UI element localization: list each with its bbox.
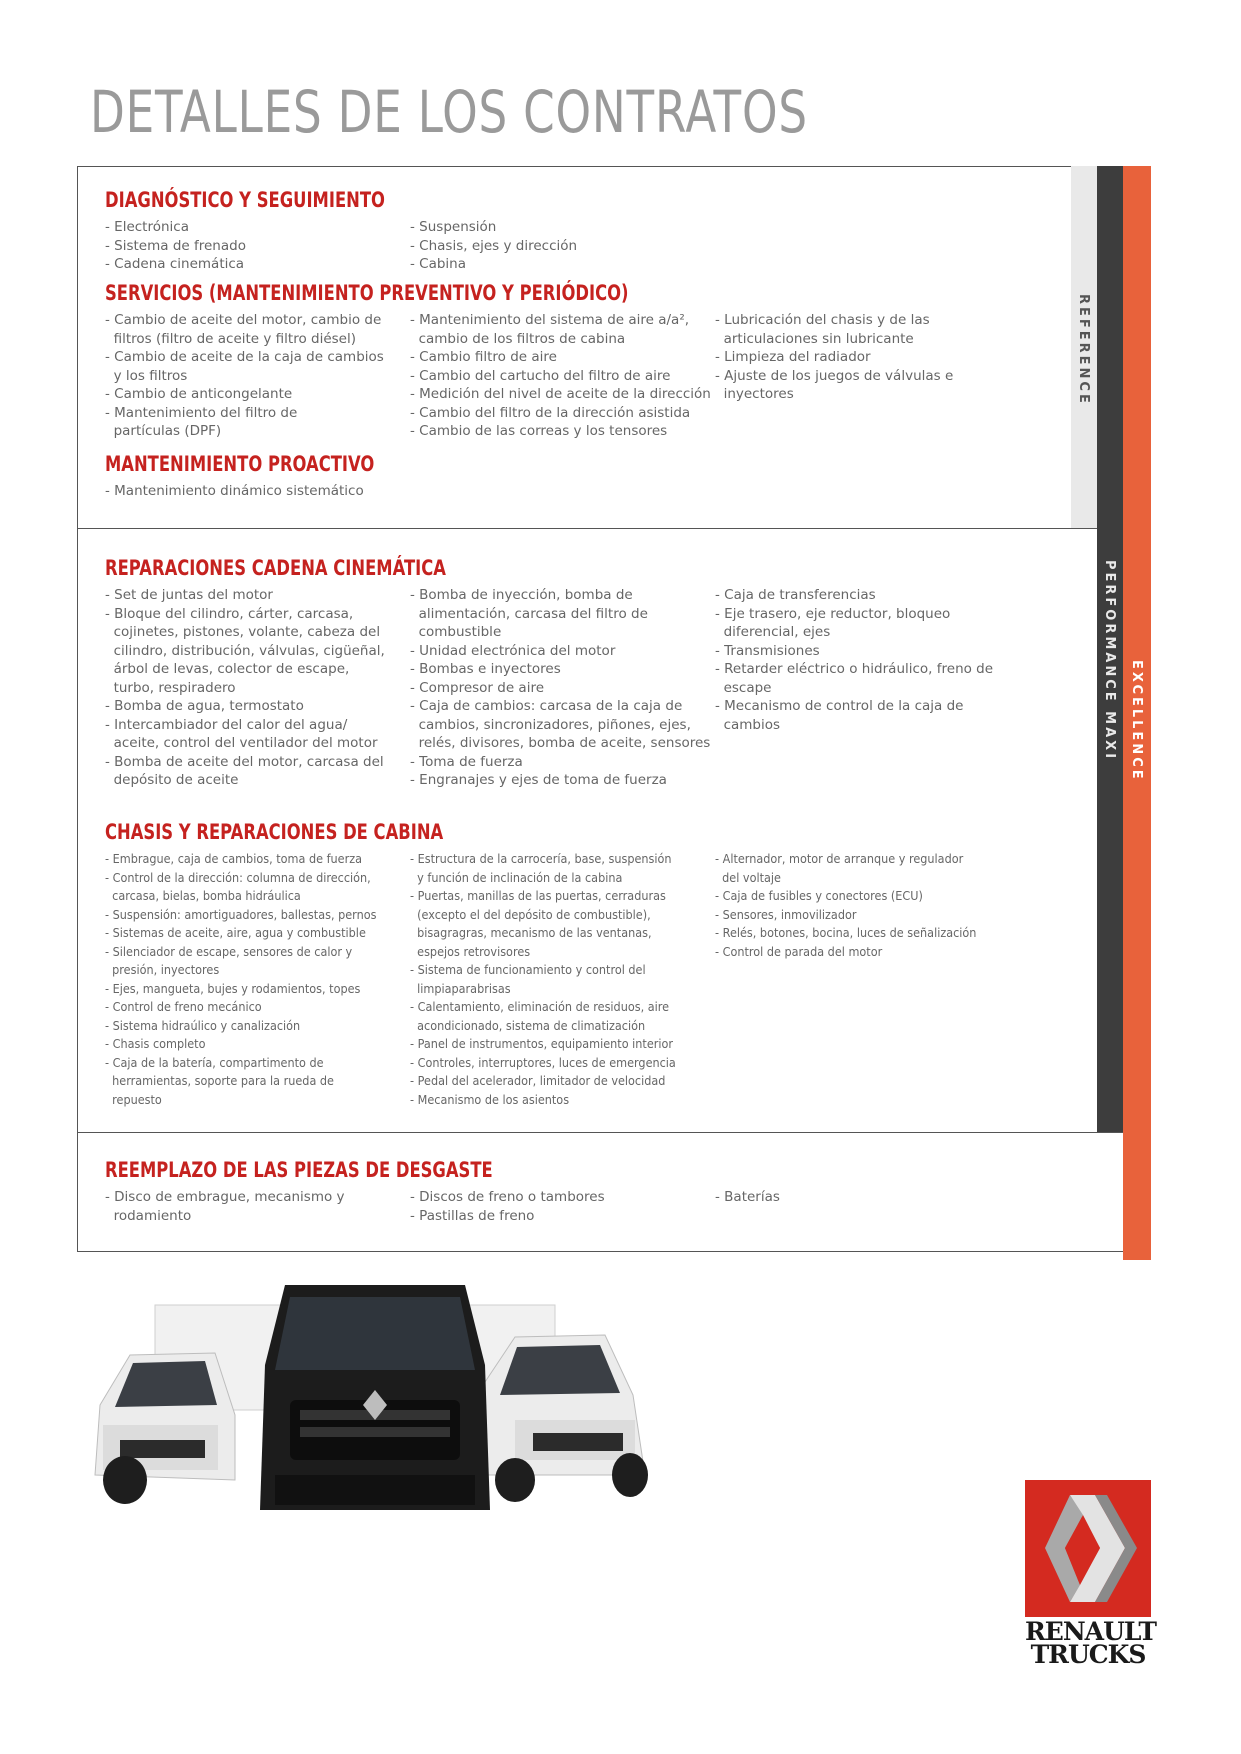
section-chasis: [105, 820, 1065, 1107]
list-item: cilindro, distribución, válvulas, cigüeñal,: [105, 642, 385, 659]
list-item: escape: [715, 679, 772, 696]
section-title: DIAGNÓSTICO Y SEGUIMIENTO: [105, 188, 385, 212]
list-item: - Caja de cambios: carcasa de la caja de: [410, 698, 683, 714]
list-item: herramientas, soporte para la rueda de: [105, 1073, 334, 1088]
page-title: DETALLES DE LOS CONTRATOS: [90, 78, 808, 146]
list-item: - Ejes, mangueta, bujes y rodamientos, topes: [105, 980, 361, 996]
column-1: [105, 311, 400, 441]
list-item: - Cambio del cartucho del filtro de aire: [410, 367, 671, 384]
list-item: limpiaparabrisas: [410, 980, 511, 996]
list-item: - Suspensión: [410, 219, 497, 235]
list-item: y función de inclinación de la cabina: [410, 869, 623, 885]
list-item: - Mantenimiento del filtro de: [105, 404, 298, 421]
list-item: bisagragras, mecanismo de las ventanas,: [410, 925, 652, 940]
column-1: [105, 218, 400, 274]
list-item: - Caja de transferencias: [715, 587, 876, 603]
list-item: - Bomba de agua, termostato: [105, 698, 304, 714]
list-item: - Toma de fuerza: [410, 753, 523, 770]
column-2: [410, 850, 705, 1109]
list-item: - Control de la dirección: columna de dirección,: [105, 869, 371, 885]
logo-square: [1025, 1480, 1151, 1617]
list-item: - Compresor de aire: [410, 679, 545, 696]
list-item: cambios: [715, 716, 781, 733]
list-item: - Medición del nivel de aceite de la dirección: [410, 386, 711, 402]
list-item: presión, inyectores: [105, 962, 220, 977]
list-item: - Control de freno mecánico: [105, 999, 262, 1014]
list-item: - Puertas, manillas de las puertas, cerraduras: [410, 888, 666, 903]
list-item: diferencial, ejes: [715, 624, 831, 640]
list-item: - Lubricación del chasis y de las: [715, 312, 930, 328]
list-item: inyectores: [715, 386, 794, 402]
reference-bar: [1071, 166, 1097, 528]
logo-text-renault: RENAULT: [1025, 1617, 1157, 1646]
list-item: - Pedal del acelerador, limitador de velocidad: [410, 1073, 666, 1088]
section-title: CHASIS Y REPARACIONES DE CABINA: [105, 820, 444, 844]
list-item: - Bloque del cilindro, cárter, carcasa,: [105, 605, 354, 622]
list-item: - Limpieza del radiador: [715, 349, 871, 365]
list-item: del voltaje: [715, 869, 781, 885]
list-item: - Set de juntas del motor: [105, 587, 273, 603]
list-item: - Cambio filtro de aire: [410, 349, 557, 365]
list-item: cojinetes, pistones, volante, cabeza del: [105, 624, 381, 640]
list-item: - Mecanismo de los asientos: [410, 1091, 570, 1107]
list-item: - Cambio de aceite de la caja de cambios: [105, 349, 384, 365]
list-item: - Sensores, inmovilizador: [715, 906, 857, 922]
column-1: [105, 482, 400, 501]
list-item: - Bomba de aceite del motor, carcasa del: [105, 753, 384, 770]
list-item: - Caja de fusibles y conectores (ECU): [715, 888, 923, 903]
section-proactivo: [105, 452, 1065, 499]
list-item: - Cadena cinemática: [105, 256, 245, 272]
list-item: - Caja de la batería, compartimento de: [105, 1054, 324, 1070]
section-title: REEMPLAZO DE LAS PIEZAS DE DESGASTE: [105, 1158, 493, 1182]
list-item: carcasa, bielas, bomba hidráulica: [105, 888, 301, 903]
column-1: [105, 586, 400, 790]
list-item: - Panel de instrumentos, equipamiento interior: [410, 1036, 674, 1051]
excellence-bar: [1123, 166, 1151, 1260]
list-item: - Cambio de aceite del motor, cambio de: [105, 312, 382, 328]
list-item: - Suspensión: amortiguadores, ballestas, pernos: [105, 906, 377, 922]
list-item: - Sistema de funcionamiento y control del: [410, 962, 646, 977]
list-item: - Mecanismo de control de la caja de: [715, 698, 964, 714]
list-item: - Intercambiador del calor del agua/: [105, 716, 348, 733]
list-item: - Chasis completo: [105, 1036, 206, 1051]
list-item: relés, divisores, bomba de aceite, sensores: [410, 735, 711, 751]
list-item: - Sistemas de aceite, aire, agua y combustible: [105, 925, 366, 940]
list-item: - Bomba de inyección, bomba de: [410, 587, 633, 603]
column-2: [410, 218, 705, 274]
section-reparaciones: [105, 556, 1065, 788]
section-servicios: [105, 281, 1065, 439]
list-item: combustible: [410, 624, 502, 640]
vans-image: [85, 1275, 665, 1515]
list-item: - Cambio de anticongelante: [105, 386, 293, 402]
list-item: - Engranajes y ejes de toma de fuerza: [410, 772, 667, 788]
list-item: - Cabina: [410, 256, 467, 272]
list-item: rodamiento: [105, 1207, 192, 1224]
list-item: - Silenciador de escape, sensores de calor y: [105, 943, 353, 959]
list-item: - Bombas e inyectores: [410, 661, 561, 677]
list-item: - Mantenimiento del sistema de aire a/a²,: [410, 312, 690, 328]
list-item: - Disco de embrague, mecanismo y: [105, 1189, 345, 1205]
list-item: y los filtros: [105, 367, 188, 384]
list-item: - Unidad electrónica del motor: [410, 642, 616, 659]
renault-trucks-logo: [1025, 1480, 1157, 1669]
list-item: - Chasis, ejes y dirección: [410, 237, 578, 254]
performance-maxi-bar: [1097, 166, 1123, 1132]
column-2: [410, 586, 711, 790]
column-3: [715, 311, 1015, 404]
list-item: - Baterías: [715, 1189, 780, 1205]
list-item: - Pastillas de freno: [410, 1207, 535, 1224]
list-item: aceite, control del ventilador del motor: [105, 735, 378, 751]
column-3: [715, 850, 1015, 961]
renault-diamond-icon: [1025, 1480, 1151, 1617]
list-item: - Cambio de las correas y los tensores: [410, 423, 668, 439]
performance-maxi-label: PERFORMANCE MAXI: [1102, 560, 1117, 762]
list-item: articulaciones sin lubricante: [715, 330, 914, 347]
list-item: - Mantenimiento dinámico sistemático: [105, 483, 364, 499]
column-2: [410, 311, 711, 441]
logo-text-trucks: TRUCKS: [1030, 1640, 1146, 1669]
list-item: acondicionado, sistema de climatización: [410, 1017, 646, 1033]
column-3: [715, 1188, 1015, 1207]
list-item: cambio de los filtros de cabina: [410, 330, 626, 347]
list-item: - Alternador, motor de arranque y regulador: [715, 851, 964, 866]
list-item: - Discos de freno o tambores: [410, 1189, 605, 1205]
list-item: - Estructura de la carrocería, base, suspensión: [410, 851, 672, 866]
list-item: alimentación, carcasa del filtro de: [410, 605, 648, 622]
list-item: - Cambio del filtro de la dirección asistida: [410, 404, 691, 421]
list-item: depósito de aceite: [105, 772, 239, 788]
list-item: - Electrónica: [105, 219, 189, 235]
list-item: - Control de parada del motor: [715, 943, 883, 959]
column-3: [715, 586, 1015, 734]
list-item: - Sistema de frenado: [105, 237, 246, 254]
column-2: [410, 1188, 705, 1225]
list-item: - Ajuste de los juegos de válvulas e: [715, 367, 954, 384]
reference-label: REFERENCE: [1076, 294, 1091, 406]
list-item: - Relés, botones, bocina, luces de señalización: [715, 925, 977, 940]
list-item: - Transmisiones: [715, 642, 820, 659]
section-diagnostico: [105, 188, 1065, 272]
list-item: (excepto el del depósito de combustible),: [410, 906, 651, 922]
column-1: [105, 1188, 400, 1225]
list-item: - Calentamiento, eliminación de residuos, aire: [410, 999, 670, 1014]
list-item: espejos retrovisores: [410, 943, 531, 959]
list-item: - Controles, interruptores, luces de emergencia: [410, 1054, 676, 1070]
van-right-icon: [465, 1305, 648, 1502]
list-item: árbol de levas, colector de escape,: [105, 661, 350, 677]
excellence-label: EXCELLENCE: [1129, 660, 1144, 782]
list-item: repuesto: [105, 1091, 162, 1107]
van-center-icon: [260, 1285, 490, 1510]
list-item: - Retarder eléctrico o hidráulico, freno de: [715, 661, 994, 677]
list-item: - Embrague, caja de cambios, toma de fuerza: [105, 851, 363, 866]
list-item: cambios, sincronizadores, piñones, ejes,: [410, 716, 691, 733]
list-item: partículas (DPF): [105, 423, 222, 439]
section-title: MANTENIMIENTO PROACTIVO: [105, 452, 375, 476]
section-reemplazo: [105, 1158, 1065, 1224]
section-title: SERVICIOS (MANTENIMIENTO PREVENTIVO Y PERIÓDICO): [105, 281, 629, 305]
list-item: turbo, respiradero: [105, 679, 236, 696]
list-item: filtros (filtro de aceite y filtro diésel): [105, 330, 357, 347]
section-title: REPARACIONES CADENA CINEMÁTICA: [105, 556, 446, 580]
list-item: - Sistema hidraúlico y canalización: [105, 1017, 301, 1033]
column-1: [105, 850, 400, 1109]
list-item: - Eje trasero, eje reductor, bloqueo: [715, 605, 951, 622]
